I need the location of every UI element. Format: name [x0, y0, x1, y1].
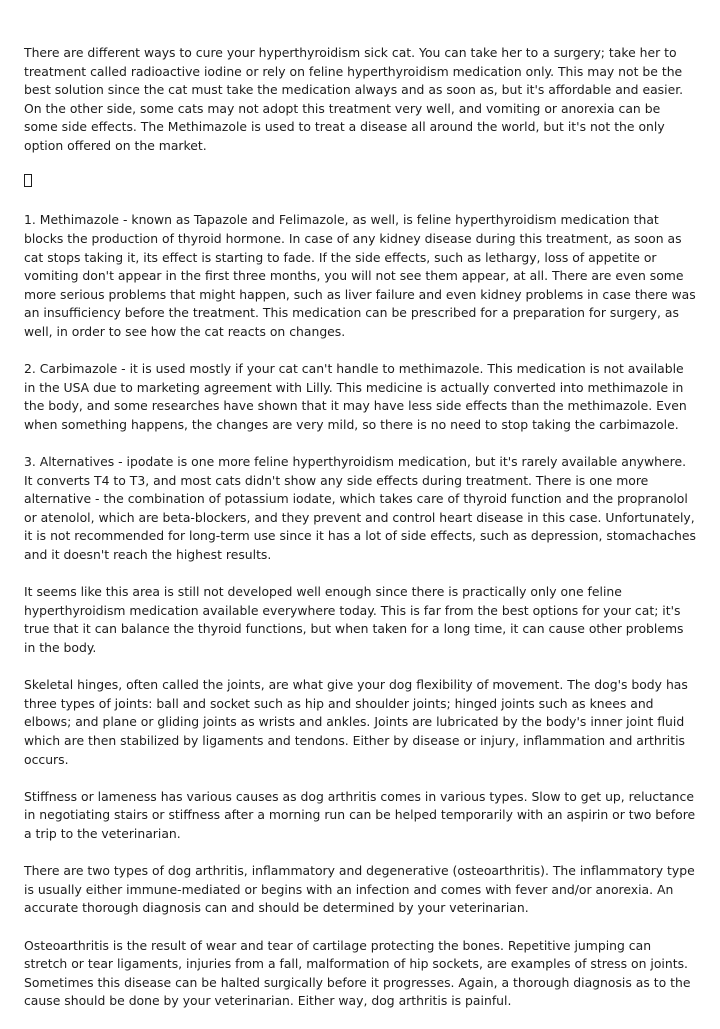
paragraph-alternatives: 3. Alternatives - ipodate is one more feline hyperthyroidism medication, but it's rarely available anywhere. It converts T4 to T3, and most cats didn't show any side effects during treatment. There is one more alternative - the combination of potassium iodate, which takes care of thyroid function and the propranolol or atenolol, which are beta-blockers, and they prevent and control heart disease in this case. Unfortunately, it is not recommended for long-term use since it has a lot of side effects, such as depression, stomachaches and it doesn't reach the highest results. [24, 454, 696, 563]
glyph-row [24, 174, 696, 193]
paragraph-stiffness: Stiffness or lameness has various causes as dog arthritis comes in various types. Slow to get up, reluctance in negotiating stairs or stiffness after a morning run can be helped temporarily with an aspirin or two before a trip to the veterinarian. [24, 788, 696, 841]
missing-glyph-icon [24, 174, 32, 187]
paragraph-summary: It seems like this area is still not developed well enough since there is practically only one feline hyperthyroidism medication available everywhere today. This is far from the best options for your cat; it's true that it can balance the thyroid functions, but when taken for a long time, it can cause other problems in the body. [24, 584, 684, 655]
paragraph-carbimazole: 2. Carbimazole - it is used mostly if your cat can't handle to methimazole. This medication is not available in the USA due to marketing agreement with Lilly. This medicine is actually converted into methimazole in the body, and some researches have shown that it may have less side effects than the methimazole. Even when something happens, the changes are very mild, so there is no need to stop taking the carbimazole. [24, 361, 687, 432]
paragraph-osteoarthritis: Osteoarthritis is the result of wear and tear of cartilage protecting the bones. Repetitive jumping can stretch or tear ligaments, injuries from a fall, malformation of hip sockets, are examples of stress on joints. Sometimes this disease can be halted surgically before it progresses. Again, a thorough diagnosis as to the cause should be done by your veterinarian. Either way, dog arthritis is painful. [24, 937, 691, 1009]
paragraph-intro: There are different ways to cure your hyperthyroidism sick cat. You can take her to a surgery; take her to treatment called radioactive iodine or rely on feline hyperthyroidism medication only. This may not be the best solution since the cat must take the medication always and as soon as, but it's affordable and easier. On the other side, some cats may not adopt this treatment very well, and vomiting or anorexia can be some side effects. The Methimazole is used to treat a disease all around the world, but it's not the only option offered on the market. [24, 45, 684, 153]
paragraph-methimazole: 1. Methimazole - known as Tapazole and Felimazole, as well, is feline hyperthyroidism medication that blocks the production of thyroid hormone. In case of any kidney disease during this treatment, as soon as cat stops taking it, its effect is starting to fade. If the side effects, such as lethargy, loss of appetite or vomiting don't appear in the first three months, you will not see them appear, at all. There are even some more serious problems that might happen, such as liver failure and even kidney problems in case there was an insufficiency before the treatment. This medication can be prescribed for a preparation for surgery, as well, in order to see how the cat reacts on changes. [24, 212, 696, 339]
document-body [24, 44, 696, 1029]
paragraph-joints: Skeletal hinges, often called the joints, are what give your dog flexibility of movement. The dog's body has three types of joints: ball and socket such as hip and shoulder joints; hinged joints such as knees and elbows; and plane or gliding joints as wrists and ankles. Joints are lubricated by the body's inner joint fluid which are then stabilized by ligaments and tendons. Either by disease or injury, inflammation and arthritis occurs. [24, 677, 688, 767]
paragraph-arthritis-types: There are two types of dog arthritis, inflammatory and degenerative (osteoarthritis). The inflammatory type is usually either immune-mediated or begins with an infection and comes with fever and/or anorexia. An accurate thorough diagnosis can and should be determined by your veterinarian. [24, 863, 695, 916]
